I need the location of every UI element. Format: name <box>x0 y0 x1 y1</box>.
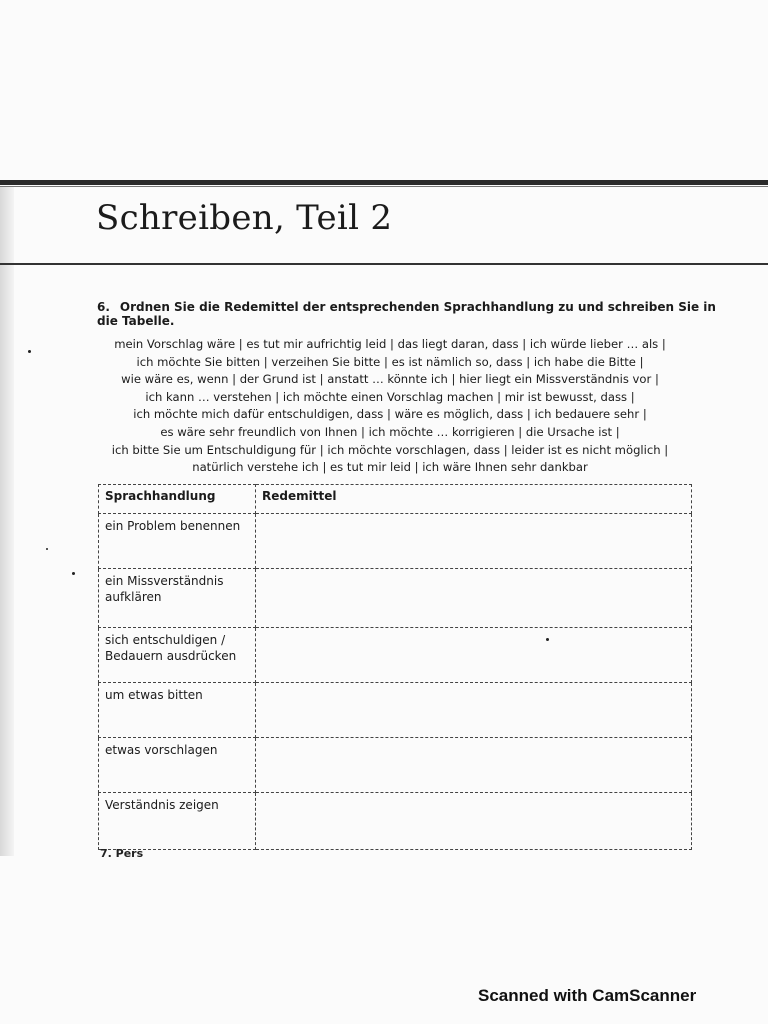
answer-cell[interactable] <box>256 514 692 569</box>
answer-cell[interactable] <box>256 569 692 628</box>
phrase-line: ich möchte Sie bitten | verzeihen Sie bitte | es ist nämlich so, dass | ich habe die Bitte | <box>136 354 644 369</box>
top-rule <box>0 180 768 185</box>
phrase-line: ich kann … verstehen | ich möchte einen Vorschlag machen | mir ist bewusst, dass | <box>145 389 635 404</box>
task-text: Ordnen Sie die Redemittel der entsprechenden Sprachhandlung zu und schreiben Sie in die Tabelle. <box>97 300 716 328</box>
section-title: Schreiben, Teil 2 <box>96 198 393 238</box>
phrase-box <box>90 336 690 477</box>
phrase-line: ich möchte mich dafür entschuldigen, dass | wäre es möglich, dass | ich bedauere sehr | <box>133 407 647 422</box>
table-row <box>99 628 692 683</box>
task-number: 6. <box>97 300 110 314</box>
table-row <box>99 683 692 738</box>
phrase-line: es wäre sehr freundlich von Ihnen | ich möchte … korrigieren | die Ursache ist | <box>160 424 620 439</box>
scan-speck <box>28 350 31 353</box>
row-category: um etwas bitten <box>99 683 256 738</box>
table-row <box>99 569 692 628</box>
scan-speck <box>72 572 75 575</box>
top-rule-thin <box>0 186 768 187</box>
table-row <box>99 738 692 793</box>
row-category: ein Missverständnis aufklären <box>99 569 256 628</box>
answer-cell[interactable] <box>256 683 692 738</box>
scan-speck <box>546 638 549 641</box>
header-sprachhandlung: Sprachhandlung <box>99 485 256 514</box>
phrase-line: mein Vorschlag wäre | es tut mir aufrichtig leid | das liegt daran, dass | ich würde lieber … als | <box>114 337 666 351</box>
title-rule <box>0 263 768 265</box>
row-category: Verständnis zeigen <box>99 793 256 850</box>
answer-cell[interactable] <box>256 738 692 793</box>
table-header-row <box>99 485 692 514</box>
answer-cell[interactable] <box>256 628 692 683</box>
answer-table <box>98 484 692 850</box>
table-row <box>99 793 692 850</box>
header-redemittel: Redemittel <box>256 485 692 514</box>
phrase-line: wie wäre es, wenn | der Grund ist | anstatt … könnte ich | hier liegt ein Missverständnis vor | <box>121 372 659 387</box>
row-category: ein Problem benennen <box>99 514 256 569</box>
phrase-line: ich bitte Sie um Entschuldigung für | ich möchte vorschlagen, dass | leider ist es nicht möglich | <box>111 442 669 457</box>
scan-speck <box>46 548 48 550</box>
page-edge-shadow <box>0 186 14 856</box>
phrase-line: natürlich verstehe ich | es tut mir leid | ich wäre Ihnen sehr dankbar <box>192 460 588 475</box>
table-row <box>99 514 692 569</box>
next-task-fragment: 7. Pers <box>100 847 144 860</box>
task-instruction <box>97 300 717 328</box>
row-category: etwas vorschlagen <box>99 738 256 793</box>
camscanner-watermark: Scanned with CamScanner <box>478 986 697 1005</box>
row-category: sich entschuldigen / Bedauern ausdrücken <box>99 628 256 683</box>
answer-cell[interactable] <box>256 793 692 850</box>
